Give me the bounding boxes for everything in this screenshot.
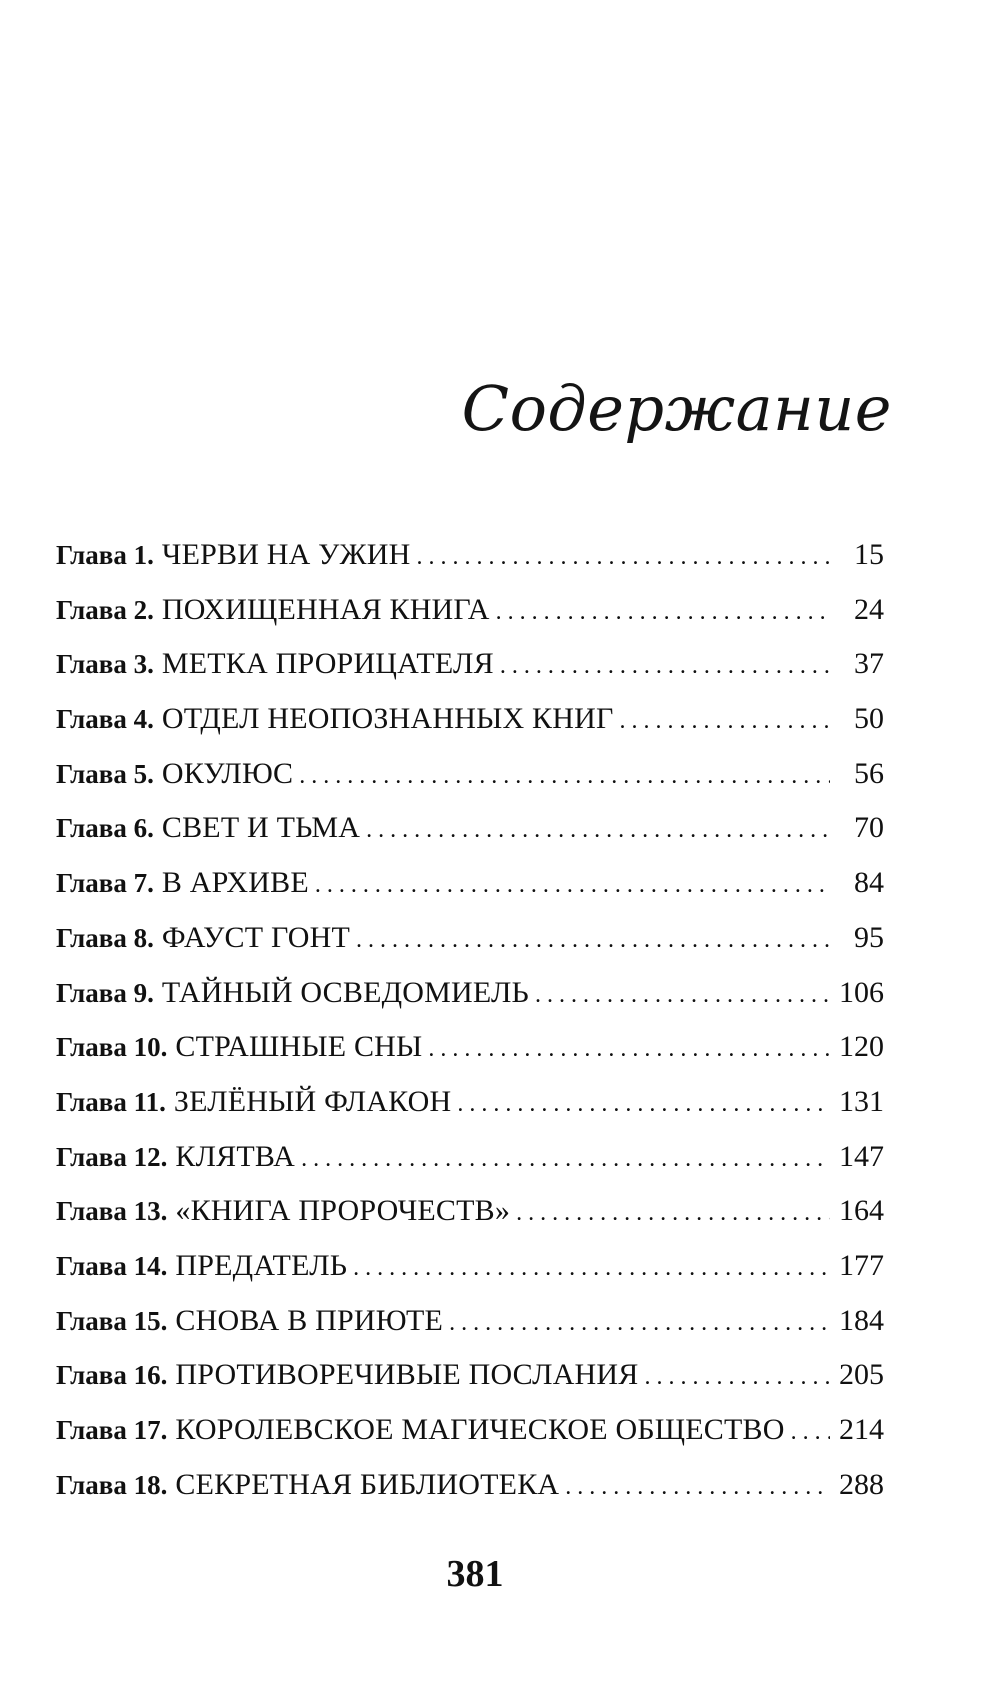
chapter-page: 164 <box>839 1194 884 1228</box>
chapter-title: СНОВА В ПРИЮТЕ <box>175 1303 444 1337</box>
chapter-page: 84 <box>854 866 884 900</box>
dot-leader <box>428 1037 830 1061</box>
dot-leader <box>645 1365 830 1389</box>
chapter-label: Глава 16. <box>56 1360 168 1391</box>
chapter-title: «КНИГА ПРОРОЧЕСТВ» <box>175 1194 511 1228</box>
toc-entry <box>56 540 884 595</box>
chapter-page: 288 <box>839 1467 884 1501</box>
dot-leader <box>535 983 830 1007</box>
toc-entry <box>56 1415 884 1470</box>
chapter-page: 184 <box>839 1303 884 1337</box>
chapter-label: Глава 3. <box>56 649 154 680</box>
toc-entry <box>56 592 884 650</box>
dot-leader <box>565 1475 830 1499</box>
chapter-label: Глава 12. <box>56 1141 168 1172</box>
chapter-title: ПОХИЩЕННАЯ КНИГА <box>161 592 490 626</box>
chapter-title: ЧЕРВИ НА УЖИН <box>161 538 411 571</box>
chapter-title: ФАУСТ ГОНТ <box>161 920 351 954</box>
chapter-label: Глава 17. <box>56 1415 168 1445</box>
chapter-page: 106 <box>839 975 884 1009</box>
toc-entry <box>56 813 884 868</box>
chapter-page: 15 <box>854 538 884 571</box>
chapter-label: Глава 9. <box>56 977 154 1008</box>
toc-entry <box>56 1303 884 1361</box>
chapter-page: 50 <box>854 702 884 736</box>
chapter-label: Глава 4. <box>56 704 154 735</box>
chapter-page: 37 <box>854 647 884 681</box>
chapter-label: Глава 7. <box>56 868 154 899</box>
toc-entry <box>56 756 884 814</box>
chapter-label: Глава 18. <box>56 1469 168 1500</box>
chapter-title: ОТДЕЛ НЕОПОЗНАННЫХ КНИГ <box>161 702 614 736</box>
chapter-label: Глава 10. <box>56 1032 168 1063</box>
chapter-page: 120 <box>839 1030 884 1064</box>
toc-heading: Содержание <box>461 372 892 445</box>
toc-entry <box>56 920 884 978</box>
toc-entry <box>56 1139 884 1197</box>
toc-entry <box>56 704 884 759</box>
dot-leader <box>791 1420 830 1444</box>
chapter-page: 95 <box>854 920 884 954</box>
dot-leader <box>299 764 830 788</box>
chapter-title: МЕТКА ПРОРИЦАТЕЛЯ <box>161 647 494 681</box>
chapter-page: 24 <box>854 592 884 626</box>
dot-leader <box>353 1256 830 1280</box>
chapter-label: Глава 11. <box>56 1086 166 1117</box>
chapter-title: КОРОЛЕВСКОЕ МАГИЧЕСКОЕ ОБЩЕСТВО <box>175 1413 785 1446</box>
chapter-page: 56 <box>854 756 884 790</box>
chapter-label: Глава 14. <box>56 1250 168 1281</box>
dot-leader <box>356 928 830 952</box>
chapter-page: 205 <box>839 1358 884 1392</box>
chapter-title: ПРЕДАТЕЛЬ <box>175 1248 348 1282</box>
dot-leader <box>416 545 830 569</box>
chapter-label: Глава 5. <box>56 758 154 789</box>
dot-leader <box>366 818 830 842</box>
toc-entry <box>56 1360 884 1415</box>
toc-entry <box>56 975 884 1033</box>
toc-entry <box>56 1467 884 1525</box>
chapter-title: ТАЙНЫЙ ОСВЕДОМИЕЛЬ <box>161 975 529 1009</box>
dot-leader <box>301 1147 830 1171</box>
dot-leader <box>500 654 830 678</box>
chapter-label: Глава 13. <box>56 1196 168 1227</box>
dot-leader <box>516 1201 830 1225</box>
chapter-label: Глава 15. <box>56 1305 168 1336</box>
chapter-page: 214 <box>839 1413 884 1446</box>
toc-entry <box>56 1032 884 1087</box>
chapter-label: Глава 1. <box>56 540 154 570</box>
chapter-page: 70 <box>854 811 884 845</box>
dot-leader <box>449 1311 830 1335</box>
chapter-title: ПРОТИВОРЕЧИВЫЕ ПОСЛАНИЯ <box>175 1358 639 1392</box>
chapter-title: В АРХИВЕ <box>161 866 309 900</box>
chapter-label: Глава 2. <box>56 594 154 625</box>
chapter-page: 177 <box>839 1248 884 1282</box>
dot-leader <box>457 1092 830 1116</box>
chapter-label: Глава 6. <box>56 813 154 844</box>
dot-leader <box>315 873 830 897</box>
toc-list <box>56 540 884 1524</box>
dot-leader <box>496 600 830 624</box>
dot-leader <box>620 709 830 733</box>
toc-entry <box>56 649 884 704</box>
chapter-title: СТРАШНЫЕ СНЫ <box>175 1030 423 1064</box>
chapter-title: КЛЯТВА <box>175 1139 296 1173</box>
chapter-label: Глава 8. <box>56 922 154 953</box>
toc-entry <box>56 1248 884 1306</box>
chapter-title: СЕКРЕТНАЯ БИБЛИОТЕКА <box>175 1467 560 1501</box>
toc-entry <box>56 1084 884 1142</box>
chapter-title: ОКУЛЮС <box>161 756 294 790</box>
chapter-title: СВЕТ И ТЬМА <box>161 811 361 845</box>
chapter-page: 131 <box>839 1084 884 1118</box>
chapter-page: 147 <box>839 1139 884 1173</box>
toc-entry <box>56 1196 884 1251</box>
toc-entry <box>56 868 884 923</box>
chapter-title: ЗЕЛЁНЫЙ ФЛАКОН <box>173 1084 452 1118</box>
page-number: 381 <box>446 1553 504 1595</box>
